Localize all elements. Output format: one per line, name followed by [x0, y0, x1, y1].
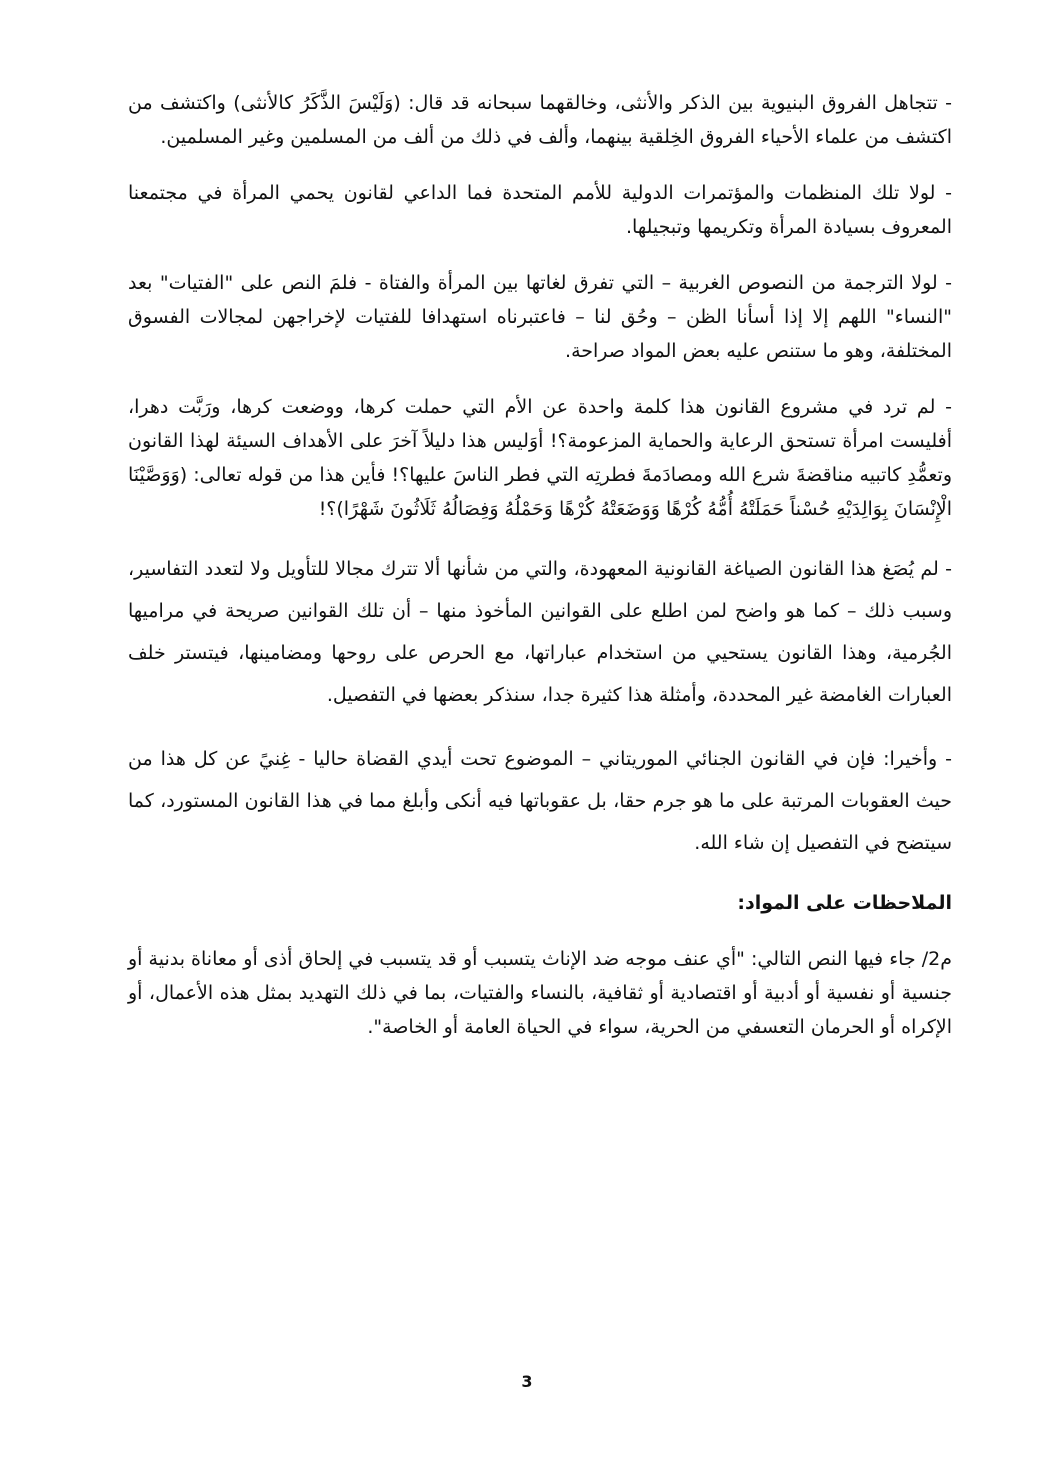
paragraph-article-2: م2/ جاء فيها النص التالي: "أي عنف موجه ضد الإناث يتسبب أو قد يتسبب في إلحاق أذى أو معاناة بدنية أو جنسية أو نفسية أو أدبية أو اقتصادية أو ثقافية، بالنساء والفتيات، بما في ذلك التهديد بمثل هذه الأعمال، أو الإكراه أو الحرمان التعسفي من الحرية، سواء في الحياة العامة أو الخاصة".	[128, 948, 952, 1038]
paragraph-translation-girls: - لولا الترجمة من النصوص الغربية – التي تفرق لغاتها بين المرأة والفتاة - فلمَ النص على "الفتيات" بعد "النساء" اللهم إلا إذا أسأنا الظن – وحُق لنا – فاعتبرناه استهدافا للفتيات لإخراجهن لمجالات الفسوق المختلفة، وهو ما ستنص عليه بعض المواد صراحة.	[128, 272, 952, 362]
page-number: 3	[521, 1372, 533, 1391]
document-page	[128, 86, 952, 1066]
paragraph-mauritanian-penal-code: - وأخيرا: فإن في القانون الجنائي الموريتاني – الموضوع تحت أيدي القضاة حاليا - غِنيً عن كل هذا من حيث العقوبات المرتبة على ما هو جرم حقا، بل عقوباتها فيه أنكى وأبلغ مما في هذا القانون المستورد، كما سيتضح في التفصيل إن شاء الله.	[128, 748, 952, 854]
paragraph-international-organizations: - لولا تلك المنظمات والمؤتمرات الدولية للأمم المتحدة فما الداعي لقانون يحمي المرأة في مجتمعنا المعروف بسيادة المرأة وتكريمها وتبجيلها.	[128, 182, 952, 238]
paragraph-structural-differences: - تتجاهل الفروق البنيوية بين الذكر والأنثى، وخالقهما سبحانه قد قال: (وَلَيْسَ الذَّكَرُ كالأنثى) واكتشف من اكتشف من علماء الأحياء الفروق الخِلقية بينهما، وألف في ذلك من ألف من المسلمين وغير المسلمين.	[128, 92, 952, 148]
paragraph-legal-drafting: - لم يُصَغ هذا القانون الصياغة القانونية المعهودة، والتي من شأنها ألا تترك مجالا للتأويل ولا لتعدد التفاسير، وسبب ذلك – كما هو واضح لمن اطلع على القوانين المأخوذ منها – أن تلك القوانين صريحة في مراميها الجُرمية، وهذا القانون يستحيي من استخدام عباراتها، مع الحرص على روحها ومضامينها، فيتستر خلف العبارات الغامضة غير المحددة، وأمثلة هذا كثيرة جدا، سنذكر بعضها في التفصيل.	[128, 558, 952, 706]
section-heading: الملاحظات على المواد:	[737, 892, 952, 914]
paragraph-mother-absent: - لم ترد في مشروع القانون هذا كلمة واحدة عن الأم التي حملت كرها، ووضعت كرها، ورَبَّت دهرا، أفليست امرأة تستحق الرعاية والحماية المزعومة؟! أوَليس هذا دليلاً آخرَ على الأهداف السيئة لهذا القانون وتعمُّدِ كاتبيه مناقضةَ شرع الله ومصادَمةَ فطرتِه التي فطر الناسَ عليها؟! فأين هذا من قوله تعالى: (وَوَصَّيْنَا الْإِنْسَانَ بِوَالِدَيْهِ حُسْناً حَمَلَتْهُ أُمُّهُ كُرْهًا وَوَضَعَتْهُ كُرْهًا وَحَمْلُهُ وَفِصَالُهُ ثَلَاثُونَ شَهْرًا)؟!	[128, 396, 952, 520]
